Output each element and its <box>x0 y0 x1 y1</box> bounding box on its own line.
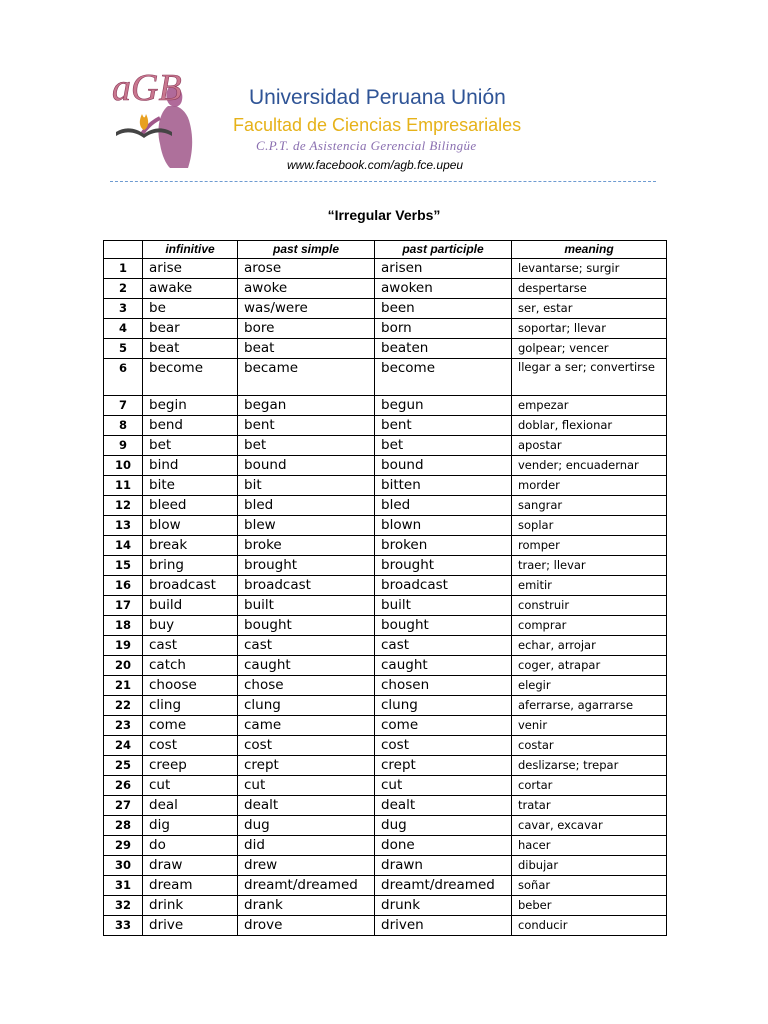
row-number: 17 <box>104 596 143 616</box>
table-row <box>104 536 667 556</box>
column-header-past-simple: past simple <box>238 241 375 259</box>
past-participle-cell: drunk <box>375 896 512 916</box>
table-row <box>104 339 667 359</box>
meaning-cell: soplar <box>512 516 667 536</box>
infinitive-cell: be <box>143 299 238 319</box>
row-number: 3 <box>104 299 143 319</box>
table-row <box>104 416 667 436</box>
irregular-verbs-table <box>103 240 667 936</box>
past-participle-cell: broadcast <box>375 576 512 596</box>
past-simple-cell: cost <box>238 736 375 756</box>
column-header-meaning: meaning <box>512 241 667 259</box>
past-participle-cell: been <box>375 299 512 319</box>
past-participle-cell: drawn <box>375 856 512 876</box>
infinitive-cell: build <box>143 596 238 616</box>
infinitive-cell: cling <box>143 696 238 716</box>
past-participle-cell: clung <box>375 696 512 716</box>
past-simple-cell: dreamt/dreamed <box>238 876 375 896</box>
past-simple-cell: bought <box>238 616 375 636</box>
meaning-cell: costar <box>512 736 667 756</box>
past-participle-cell: awoken <box>375 279 512 299</box>
table-row <box>104 576 667 596</box>
infinitive-cell: bring <box>143 556 238 576</box>
meaning-cell: ser, estar <box>512 299 667 319</box>
table-row <box>104 476 667 496</box>
row-number: 25 <box>104 756 143 776</box>
meaning-cell: coger, atrapar <box>512 656 667 676</box>
meaning-cell: comprar <box>512 616 667 636</box>
past-participle-cell: broken <box>375 536 512 556</box>
meaning-cell: vender; encuadernar <box>512 456 667 476</box>
infinitive-cell: blow <box>143 516 238 536</box>
infinitive-cell: arise <box>143 259 238 279</box>
row-number: 1 <box>104 259 143 279</box>
table-row <box>104 816 667 836</box>
facebook-url: www.facebook.com/agb.fce.upeu <box>287 158 464 172</box>
row-number: 28 <box>104 816 143 836</box>
table-row <box>104 496 667 516</box>
past-participle-cell: driven <box>375 916 512 936</box>
past-participle-cell: dreamt/dreamed <box>375 876 512 896</box>
meaning-cell: sangrar <box>512 496 667 516</box>
infinitive-cell: cut <box>143 776 238 796</box>
row-number: 19 <box>104 636 143 656</box>
meaning-cell: venir <box>512 716 667 736</box>
meaning-cell: traer; llevar <box>512 556 667 576</box>
meaning-cell: doblar, flexionar <box>512 416 667 436</box>
past-simple-cell: caught <box>238 656 375 676</box>
past-simple-cell: did <box>238 836 375 856</box>
past-participle-cell: bitten <box>375 476 512 496</box>
infinitive-cell: cast <box>143 636 238 656</box>
past-simple-cell: began <box>238 396 375 416</box>
past-simple-cell: broke <box>238 536 375 556</box>
row-number: 26 <box>104 776 143 796</box>
meaning-cell: soportar; llevar <box>512 319 667 339</box>
row-number: 24 <box>104 736 143 756</box>
past-participle-cell: come <box>375 716 512 736</box>
past-simple-cell: blew <box>238 516 375 536</box>
meaning-cell: construir <box>512 596 667 616</box>
row-number: 20 <box>104 656 143 676</box>
row-number: 32 <box>104 896 143 916</box>
past-simple-cell: dealt <box>238 796 375 816</box>
past-participle-cell: begun <box>375 396 512 416</box>
faculty-name: Facultad de Ciencias Empresariales <box>233 115 522 135</box>
table-row <box>104 556 667 576</box>
infinitive-cell: deal <box>143 796 238 816</box>
infinitive-cell: creep <box>143 756 238 776</box>
row-number: 6 <box>104 359 143 396</box>
row-number: 7 <box>104 396 143 416</box>
past-simple-cell: cast <box>238 636 375 656</box>
infinitive-cell: dig <box>143 816 238 836</box>
past-simple-cell: clung <box>238 696 375 716</box>
column-header-past-participle: past participle <box>375 241 512 259</box>
infinitive-cell: drive <box>143 916 238 936</box>
meaning-cell: tratar <box>512 796 667 816</box>
row-number: 29 <box>104 836 143 856</box>
past-simple-cell: bet <box>238 436 375 456</box>
infinitive-cell: draw <box>143 856 238 876</box>
infinitive-cell: cost <box>143 736 238 756</box>
past-participle-cell: cast <box>375 636 512 656</box>
row-number: 23 <box>104 716 143 736</box>
row-number: 27 <box>104 796 143 816</box>
past-simple-cell: became <box>238 359 375 396</box>
row-number: 31 <box>104 876 143 896</box>
logo-lettering: aGB <box>112 67 182 109</box>
past-participle-cell: built <box>375 596 512 616</box>
infinitive-cell: catch <box>143 656 238 676</box>
meaning-cell: empezar <box>512 396 667 416</box>
table-row <box>104 776 667 796</box>
past-participle-cell: bent <box>375 416 512 436</box>
row-number: 21 <box>104 676 143 696</box>
past-participle-cell: crept <box>375 756 512 776</box>
past-participle-cell: bet <box>375 436 512 456</box>
meaning-cell: beber <box>512 896 667 916</box>
meaning-cell: conducir <box>512 916 667 936</box>
past-participle-cell: done <box>375 836 512 856</box>
header-divider <box>110 181 656 182</box>
meaning-cell: llegar a ser; convertirse <box>512 359 667 396</box>
infinitive-cell: bind <box>143 456 238 476</box>
table-row <box>104 756 667 776</box>
table-row <box>104 279 667 299</box>
past-simple-cell: drank <box>238 896 375 916</box>
past-simple-cell: crept <box>238 756 375 776</box>
past-participle-cell: bound <box>375 456 512 476</box>
meaning-cell: levantarse; surgir <box>512 259 667 279</box>
past-simple-cell: bled <box>238 496 375 516</box>
table-row <box>104 516 667 536</box>
infinitive-cell: bet <box>143 436 238 456</box>
table-row <box>104 319 667 339</box>
table-row <box>104 616 667 636</box>
past-participle-cell: caught <box>375 656 512 676</box>
infinitive-cell: become <box>143 359 238 396</box>
row-number: 5 <box>104 339 143 359</box>
infinitive-cell: break <box>143 536 238 556</box>
past-simple-cell: built <box>238 596 375 616</box>
meaning-cell: deslizarse; trepar <box>512 756 667 776</box>
past-participle-cell: cut <box>375 776 512 796</box>
table-row <box>104 696 667 716</box>
meaning-cell: emitir <box>512 576 667 596</box>
meaning-cell: elegir <box>512 676 667 696</box>
past-simple-cell: was/were <box>238 299 375 319</box>
table-header-row <box>104 241 667 259</box>
meaning-cell: soñar <box>512 876 667 896</box>
past-simple-cell: bore <box>238 319 375 339</box>
table-row <box>104 359 667 396</box>
past-participle-cell: bought <box>375 616 512 636</box>
infinitive-cell: bite <box>143 476 238 496</box>
infinitive-cell: drink <box>143 896 238 916</box>
infinitive-cell: buy <box>143 616 238 636</box>
past-simple-cell: drew <box>238 856 375 876</box>
table-row <box>104 656 667 676</box>
row-number: 22 <box>104 696 143 716</box>
row-number: 12 <box>104 496 143 516</box>
infinitive-cell: beat <box>143 339 238 359</box>
table-row <box>104 796 667 816</box>
infinitive-cell: begin <box>143 396 238 416</box>
meaning-cell: morder <box>512 476 667 496</box>
row-number: 13 <box>104 516 143 536</box>
past-participle-cell: dug <box>375 816 512 836</box>
row-number: 4 <box>104 319 143 339</box>
past-simple-cell: chose <box>238 676 375 696</box>
past-simple-cell: drove <box>238 916 375 936</box>
past-simple-cell: bound <box>238 456 375 476</box>
row-number: 15 <box>104 556 143 576</box>
row-number: 8 <box>104 416 143 436</box>
row-number: 16 <box>104 576 143 596</box>
infinitive-cell: do <box>143 836 238 856</box>
table-row <box>104 876 667 896</box>
infinitive-cell: broadcast <box>143 576 238 596</box>
past-participle-cell: born <box>375 319 512 339</box>
table-row <box>104 896 667 916</box>
past-simple-cell: beat <box>238 339 375 359</box>
past-simple-cell: bent <box>238 416 375 436</box>
past-participle-cell: chosen <box>375 676 512 696</box>
table-row <box>104 716 667 736</box>
row-number: 30 <box>104 856 143 876</box>
column-header-number <box>104 241 143 259</box>
table-row <box>104 836 667 856</box>
infinitive-cell: awake <box>143 279 238 299</box>
meaning-cell: dibujar <box>512 856 667 876</box>
meaning-cell: cavar, excavar <box>512 816 667 836</box>
infinitive-cell: dream <box>143 876 238 896</box>
table-row <box>104 736 667 756</box>
past-simple-cell: awoke <box>238 279 375 299</box>
meaning-cell: despertarse <box>512 279 667 299</box>
program-name: C.P.T. de Asistencia Gerencial Bilingüe <box>256 138 477 153</box>
infinitive-cell: bear <box>143 319 238 339</box>
past-participle-cell: blown <box>375 516 512 536</box>
past-participle-cell: arisen <box>375 259 512 279</box>
past-participle-cell: bled <box>375 496 512 516</box>
past-participle-cell: dealt <box>375 796 512 816</box>
infinitive-cell: bleed <box>143 496 238 516</box>
past-simple-cell: broadcast <box>238 576 375 596</box>
table-row <box>104 596 667 616</box>
table-row <box>104 396 667 416</box>
row-number: 33 <box>104 916 143 936</box>
past-simple-cell: came <box>238 716 375 736</box>
past-participle-cell: brought <box>375 556 512 576</box>
meaning-cell: hacer <box>512 836 667 856</box>
row-number: 11 <box>104 476 143 496</box>
past-simple-cell: bit <box>238 476 375 496</box>
row-number: 9 <box>104 436 143 456</box>
table-row <box>104 916 667 936</box>
table-row <box>104 456 667 476</box>
row-number: 2 <box>104 279 143 299</box>
university-name: Universidad Peruana Unión <box>249 86 506 109</box>
row-number: 10 <box>104 456 143 476</box>
infinitive-cell: bend <box>143 416 238 436</box>
meaning-cell: romper <box>512 536 667 556</box>
past-simple-cell: dug <box>238 816 375 836</box>
infinitive-cell: come <box>143 716 238 736</box>
infinitive-cell: choose <box>143 676 238 696</box>
past-simple-cell: brought <box>238 556 375 576</box>
meaning-cell: apostar <box>512 436 667 456</box>
table-row <box>104 636 667 656</box>
table-row <box>104 259 667 279</box>
meaning-cell: echar, arrojar <box>512 636 667 656</box>
row-number: 14 <box>104 536 143 556</box>
past-participle-cell: cost <box>375 736 512 756</box>
past-simple-cell: cut <box>238 776 375 796</box>
table-row <box>104 676 667 696</box>
column-header-infinitive: infinitive <box>143 241 238 259</box>
row-number: 18 <box>104 616 143 636</box>
meaning-cell: golpear; vencer <box>512 339 667 359</box>
meaning-cell: aferrarse, agarrarse <box>512 696 667 716</box>
agb-logo <box>108 48 208 173</box>
past-simple-cell: arose <box>238 259 375 279</box>
document-title: “Irregular Verbs” <box>327 207 441 223</box>
table-row <box>104 299 667 319</box>
past-participle-cell: become <box>375 359 512 396</box>
meaning-cell: cortar <box>512 776 667 796</box>
past-participle-cell: beaten <box>375 339 512 359</box>
table-row <box>104 856 667 876</box>
table-row <box>104 436 667 456</box>
